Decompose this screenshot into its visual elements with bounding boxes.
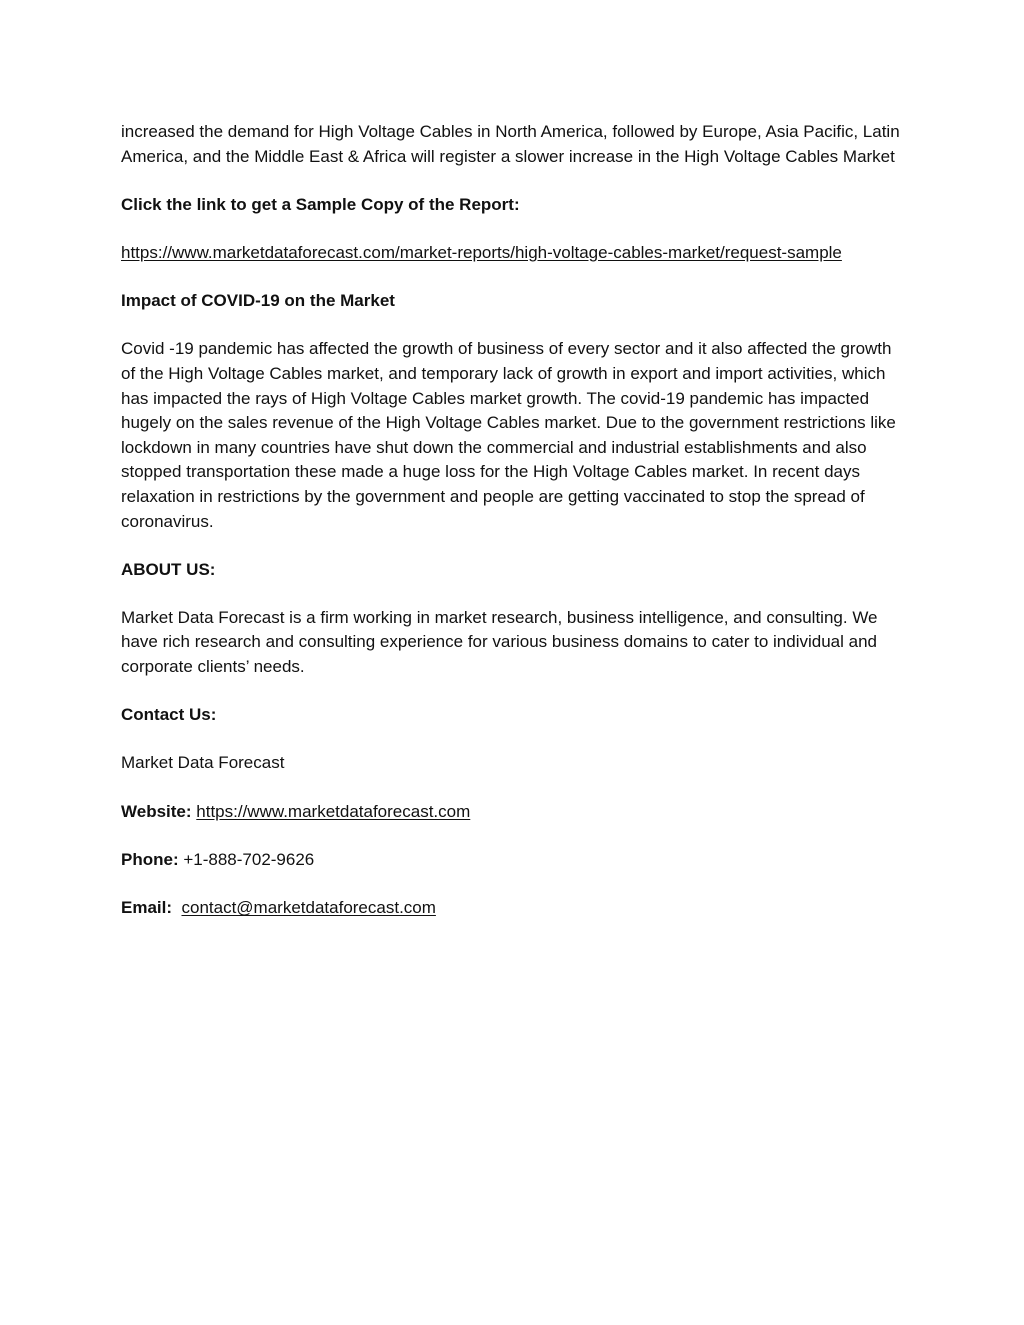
covid-heading: Impact of COVID-19 on the Market [121,291,395,311]
phone-label: Phone: [121,849,179,869]
intro-paragraph: increased the demand for High Voltage Cables in North America, followed by Europe, Asia Pacific, Latin America, and the Middle East & Africa will register a slower increase in the High Voltage Cables Market [121,122,900,166]
covid-paragraph: Covid -19 pandemic has affected the growth of business of every sector and it also affected the growth of the High Voltage Cables market, and temporary lack of growth in export and import activities, which has impacted the rays of High Voltage Cables market growth. The covid-19 pandemic has impacted hugely on the sales revenue of the High Voltage Cables market. Due to the government restrictions like lockdown in many countries have shut down the commercial and industrial establishments and also stopped transportation these made a huge loss for the High Voltage Cables market. In recent days relaxation in restrictions by the government and people are getting vaccinated to stop the spread of coronavirus. [121,339,896,531]
company-name: Market Data Forecast [121,753,285,773]
document-page [121,120,907,944]
website-link[interactable]: https://www.marketdataforecast.com [196,801,471,821]
about-paragraph: Market Data Forecast is a firm working in market research, business intelligence, and consulting. We have rich research and consulting experience for various business domains to cater to individual and corporate clients’ needs. [121,607,878,677]
about-heading: ABOUT US: [121,559,216,579]
phone-value: +1-888-702-9626 [183,849,315,869]
website-line [121,800,907,825]
phone-line [121,848,907,873]
contact-heading: Contact Us: [121,705,217,725]
email-label: Email: [121,898,173,917]
sample-report-link[interactable]: https://www.marketdataforecast.com/market-reports/high-voltage-cables-market/request-sample [121,242,842,262]
email-line [121,896,907,921]
email-link[interactable]: contact@marketdataforecast.com [181,898,436,917]
sample-link-paragraph [121,241,907,266]
sample-copy-heading: Click the link to get a Sample Copy of the Report: [121,194,520,214]
website-label: Website: [121,801,192,821]
